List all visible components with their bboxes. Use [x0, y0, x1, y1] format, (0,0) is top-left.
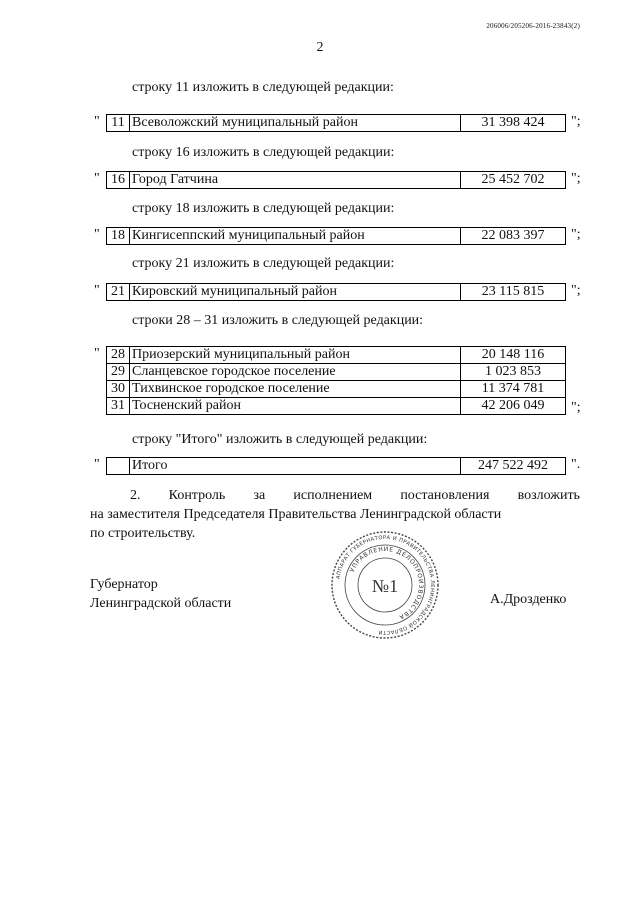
signatory-name: А.Дрозденко [490, 592, 567, 607]
row-number [107, 458, 130, 475]
row-name: Тихвинское городское поселение [130, 381, 461, 398]
row-number: 30 [107, 381, 130, 398]
row-number: 28 [107, 347, 130, 364]
row-name: Кингисеппский муниципальный район [130, 228, 461, 245]
table-row-18 [106, 227, 566, 245]
row-name: Всеволожский муниципальный район [130, 115, 461, 132]
official-seal [330, 530, 440, 640]
row-value: 23 115 815 [461, 284, 566, 301]
table-row [107, 364, 566, 381]
document-id: 206006/205206-2016-23843(2) [486, 22, 580, 30]
close-quote: "; [571, 283, 581, 298]
open-quote: " [94, 346, 100, 361]
para-word: 2. [130, 488, 141, 503]
svg-text:№1: №1 [371, 576, 399, 596]
position-line: Ленинградской области [90, 596, 232, 611]
close-quote: ". [571, 457, 581, 472]
row-name: Город Гатчина [130, 172, 461, 189]
instruction-row-18: строку 18 изложить в следующей редакции: [132, 201, 395, 216]
row-name: Приозерский муниципальный район [130, 347, 461, 364]
open-quote: " [94, 227, 100, 242]
row-value: 247 522 492 [461, 458, 566, 475]
instruction-rows-28-31: строки 28 – 31 изложить в следующей редакции: [132, 313, 424, 328]
open-quote: " [94, 457, 100, 472]
row-value: 25 452 702 [461, 172, 566, 189]
para-line: на заместителя Председателя Правительства Ленинградской области [90, 507, 502, 522]
row-number: 18 [107, 228, 130, 245]
close-quote: "; [571, 400, 581, 415]
row-value: 31 398 424 [461, 115, 566, 132]
svg-text:УПРАВЛЕНИЕ ДЕЛОПРОИЗВОДСТВА: УПРАВЛЕНИЕ ДЕЛОПРОИЗВОДСТВА [348, 545, 425, 621]
open-quote: " [94, 171, 100, 186]
row-name: Итого [130, 458, 461, 475]
close-quote: "; [571, 114, 581, 129]
table-row-total [106, 457, 566, 475]
row-value: 1 023 853 [461, 364, 566, 381]
row-name: Тосненский район [130, 398, 461, 415]
para-word: возложить [517, 488, 580, 503]
row-name: Сланцевское городское поселение [130, 364, 461, 381]
para-word: постановления [400, 488, 490, 503]
row-number: 21 [107, 284, 130, 301]
close-quote: "; [571, 171, 581, 186]
table-row [107, 381, 566, 398]
position-line: Губернатор [90, 577, 158, 592]
instruction-row-21: строку 21 изложить в следующей редакции: [132, 256, 395, 271]
page-number: 2 [316, 40, 324, 55]
para-line: по строительству. [90, 526, 196, 541]
svg-text:АППАРАТ ГУБЕРНАТОРА И ПРАВИТЕЛ: АППАРАТ ГУБЕРНАТОРА И ПРАВИТЕЛЬСТВА ЛЕНИНГРАДСКОЙ ОБЛАСТИ [335, 534, 436, 636]
table-row-16 [106, 171, 566, 189]
para-word: исполнением [293, 488, 373, 503]
instruction-row-11: строку 11 изложить в следующей редакции: [132, 80, 394, 95]
open-quote: " [94, 114, 100, 129]
table-row-11 [106, 114, 566, 132]
row-number: 29 [107, 364, 130, 381]
row-number: 31 [107, 398, 130, 415]
table-row-21 [106, 283, 566, 301]
table-rows-28-31 [106, 346, 566, 415]
row-number: 16 [107, 172, 130, 189]
instruction-total: строку "Итого" изложить в следующей редакции: [132, 432, 428, 447]
table-row [107, 398, 566, 415]
table-row [107, 347, 566, 364]
close-quote: "; [571, 227, 581, 242]
row-number: 11 [107, 115, 130, 132]
signatory-position [90, 575, 231, 613]
row-value: 11 374 781 [461, 381, 566, 398]
row-value: 22 083 397 [461, 228, 566, 245]
row-name: Кировский муниципальный район [130, 284, 461, 301]
row-value: 20 148 116 [461, 347, 566, 364]
para-word: за [253, 488, 266, 503]
para-word: Контроль [168, 488, 226, 503]
row-value: 42 206 049 [461, 398, 566, 415]
open-quote: " [94, 283, 100, 298]
instruction-row-16: строку 16 изложить в следующей редакции: [132, 145, 395, 160]
